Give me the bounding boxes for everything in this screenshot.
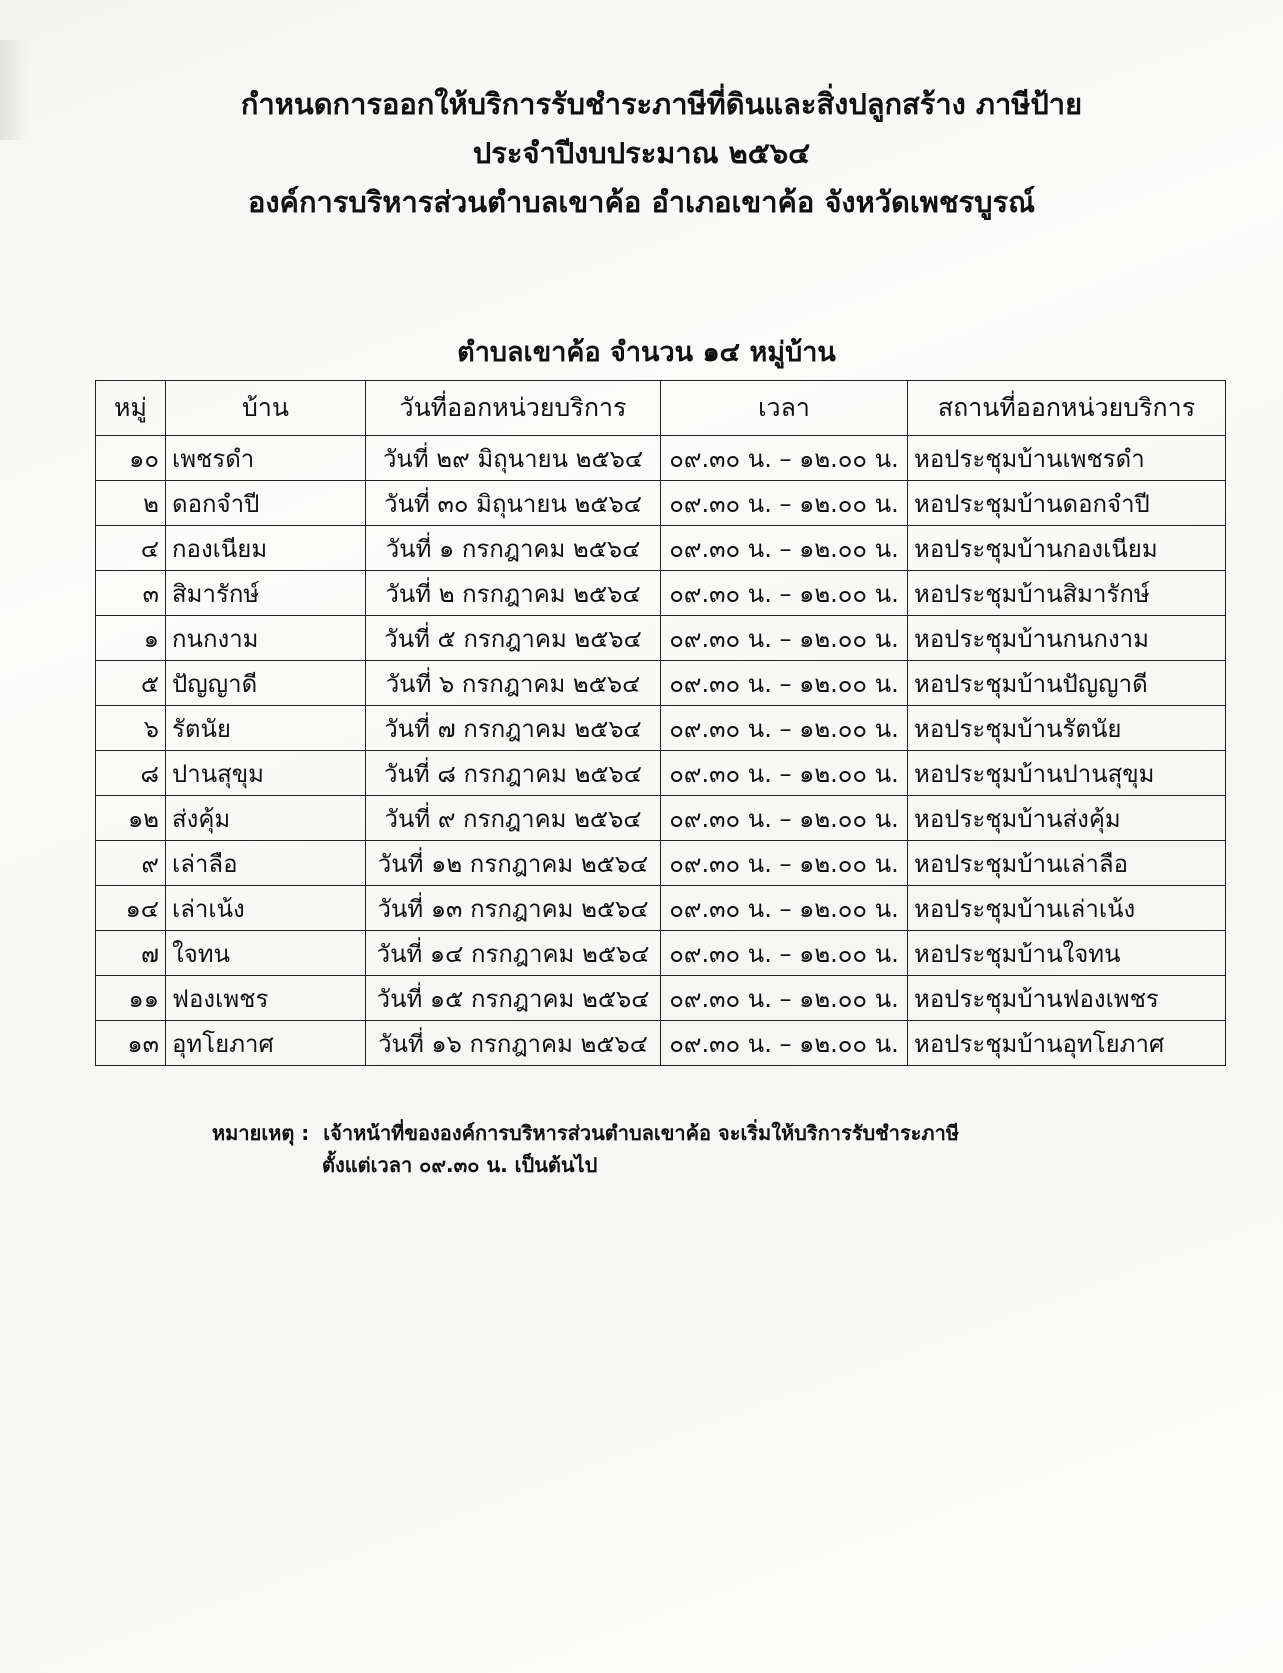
cell-village: สิมารักษ์ <box>166 571 366 616</box>
cell-date: วันที่ ๑๕ กรกฎาคม ๒๕๖๔ <box>366 976 661 1021</box>
cell-time: ๐๙.๓๐ น. – ๑๒.๐๐ น. <box>661 706 908 751</box>
table-row <box>96 976 1226 1021</box>
cell-time: ๐๙.๓๐ น. – ๑๒.๐๐ น. <box>661 436 908 481</box>
footnote-label: หมายเหตุ : <box>212 1121 310 1145</box>
cell-place: หอประชุมบ้านปัญญาดี <box>908 661 1226 706</box>
cell-time: ๐๙.๓๐ น. – ๑๒.๐๐ น. <box>661 976 908 1021</box>
cell-time: ๐๙.๓๐ น. – ๑๒.๐๐ น. <box>661 571 908 616</box>
cell-moo: ๕ <box>96 661 166 706</box>
cell-village: ปานสุขุม <box>166 751 366 796</box>
table-row <box>96 841 1226 886</box>
cell-village: เพชรดำ <box>166 436 366 481</box>
footnote-line-1: เจ้าหน้าที่ขององค์การบริหารส่วนตำบลเขาค้อ จะเริ่มให้บริการรับชำระภาษี <box>323 1121 960 1145</box>
title-line-1: กำหนดการออกให้บริการรับชำระภาษีที่ดินและสิ่งปลูกสร้าง ภาษีป้าย <box>240 87 1083 121</box>
title-line-2: ประจำปีงบประมาณ ๒๕๖๔ <box>472 136 811 170</box>
cell-place: หอประชุมบ้านเล่าเน้ง <box>908 886 1226 931</box>
cell-village: อุทโยภาศ <box>166 1021 366 1066</box>
cell-moo: ๓ <box>96 571 166 616</box>
cell-date: วันที่ ๒ กรกฎาคม ๒๕๖๔ <box>366 571 661 616</box>
cell-date: วันที่ ๙ กรกฎาคม ๒๕๖๔ <box>366 796 661 841</box>
cell-place: หอประชุมบ้านฟองเพชร <box>908 976 1226 1021</box>
cell-time: ๐๙.๓๐ น. – ๑๒.๐๐ น. <box>661 841 908 886</box>
table-row <box>96 526 1226 571</box>
table-row <box>96 481 1226 526</box>
title-line-3: องค์การบริหารส่วนตำบลเขาค้อ อำเภอเขาค้อ จังหวัดเพชรบูรณ์ <box>247 185 1036 219</box>
cell-date: วันที่ ๗ กรกฎาคม ๒๕๖๔ <box>366 706 661 751</box>
cell-village: ใจทน <box>166 931 366 976</box>
cell-moo: ๗ <box>96 931 166 976</box>
cell-moo: ๖ <box>96 706 166 751</box>
cell-place: หอประชุมบ้านเพชรดำ <box>908 436 1226 481</box>
cell-time: ๐๙.๓๐ น. – ๑๒.๐๐ น. <box>661 661 908 706</box>
cell-village: ส่งคุ้ม <box>166 796 366 841</box>
cell-place: หอประชุมบ้านปานสุขุม <box>908 751 1226 796</box>
cell-place: หอประชุมบ้านอุทโยภาศ <box>908 1021 1226 1066</box>
cell-place: หอประชุมบ้านส่งคุ้ม <box>908 796 1226 841</box>
header-village: บ้าน <box>166 381 366 436</box>
cell-village: เล่าเน้ง <box>166 886 366 931</box>
cell-village: ปัญญาดี <box>166 661 366 706</box>
cell-moo: ๘ <box>96 751 166 796</box>
table-row <box>96 931 1226 976</box>
table-row <box>96 436 1226 481</box>
cell-moo: ๔ <box>96 526 166 571</box>
cell-date: วันที่ ๒๙ มิถุนายน ๒๕๖๔ <box>366 436 661 481</box>
cell-moo: ๙ <box>96 841 166 886</box>
header-place: สถานที่ออกหน่วยบริการ <box>908 381 1226 436</box>
cell-village: กนกงาม <box>166 616 366 661</box>
cell-moo: ๑๒ <box>96 796 166 841</box>
cell-date: วันที่ ๑๖ กรกฎาคม ๒๕๖๔ <box>366 1021 661 1066</box>
table-row <box>96 661 1226 706</box>
document-title-block <box>0 80 1283 227</box>
cell-place: หอประชุมบ้านรัตนัย <box>908 706 1226 751</box>
cell-time: ๐๙.๓๐ น. – ๑๒.๐๐ น. <box>661 886 908 931</box>
cell-place: หอประชุมบ้านสิมารักษ์ <box>908 571 1226 616</box>
footnote <box>212 1117 959 1181</box>
cell-time: ๐๙.๓๐ น. – ๑๒.๐๐ น. <box>661 751 908 796</box>
cell-moo: ๑๓ <box>96 1021 166 1066</box>
cell-moo: ๑๑ <box>96 976 166 1021</box>
table-row <box>96 796 1226 841</box>
table-row <box>96 706 1226 751</box>
cell-date: วันที่ ๖ กรกฎาคม ๒๕๖๔ <box>366 661 661 706</box>
cell-village: รัตนัย <box>166 706 366 751</box>
cell-date: วันที่ ๑๓ กรกฎาคม ๒๕๖๔ <box>366 886 661 931</box>
table-row <box>96 571 1226 616</box>
cell-date: วันที่ ๓๐ มิถุนายน ๒๕๖๔ <box>366 481 661 526</box>
header-moo: หมู่ <box>96 381 166 436</box>
cell-time: ๐๙.๓๐ น. – ๑๒.๐๐ น. <box>661 931 908 976</box>
cell-time: ๐๙.๓๐ น. – ๑๒.๐๐ น. <box>661 481 908 526</box>
cell-time: ๐๙.๓๐ น. – ๑๒.๐๐ น. <box>661 796 908 841</box>
cell-village: กองเนียม <box>166 526 366 571</box>
cell-date: วันที่ ๑๒ กรกฎาคม ๒๕๖๔ <box>366 841 661 886</box>
cell-date: วันที่ ๘ กรกฎาคม ๒๕๖๔ <box>366 751 661 796</box>
cell-moo: ๑ <box>96 616 166 661</box>
cell-time: ๐๙.๓๐ น. – ๑๒.๐๐ น. <box>661 526 908 571</box>
cell-time: ๐๙.๓๐ น. – ๑๒.๐๐ น. <box>661 1021 908 1066</box>
cell-time: ๐๙.๓๐ น. – ๑๒.๐๐ น. <box>661 616 908 661</box>
header-time: เวลา <box>661 381 908 436</box>
cell-place: หอประชุมบ้านดอกจำปี <box>908 481 1226 526</box>
table-row <box>96 886 1226 931</box>
cell-place: หอประชุมบ้านเล่าลือ <box>908 841 1226 886</box>
schedule-table <box>95 380 1226 1066</box>
cell-moo: ๑๐ <box>96 436 166 481</box>
cell-date: วันที่ ๕ กรกฎาคม ๒๕๖๔ <box>366 616 661 661</box>
cell-village: เล่าลือ <box>166 841 366 886</box>
cell-place: หอประชุมบ้านใจทน <box>908 931 1226 976</box>
table-row <box>96 616 1226 661</box>
cell-place: หอประชุมบ้านกองเนียม <box>908 526 1226 571</box>
table-row <box>96 1021 1226 1066</box>
table-row <box>96 751 1226 796</box>
cell-village: ดอกจำปี <box>166 481 366 526</box>
cell-date: วันที่ ๑๔ กรกฎาคม ๒๕๖๔ <box>366 931 661 976</box>
cell-place: หอประชุมบ้านกนกงาม <box>908 616 1226 661</box>
cell-date: วันที่ ๑ กรกฎาคม ๒๕๖๔ <box>366 526 661 571</box>
cell-village: ฟองเพชร <box>166 976 366 1021</box>
table-header-row <box>96 381 1226 436</box>
footnote-line-2: ตั้งแต่เวลา ๐๙.๓๐ น. เป็นต้นไป <box>322 1153 598 1177</box>
table-subtitle: ตำบลเขาค้อ จำนวน ๑๔ หมู่บ้าน <box>457 337 836 368</box>
cell-moo: ๒ <box>96 481 166 526</box>
cell-moo: ๑๔ <box>96 886 166 931</box>
header-date: วันที่ออกหน่วยบริการ <box>366 381 661 436</box>
